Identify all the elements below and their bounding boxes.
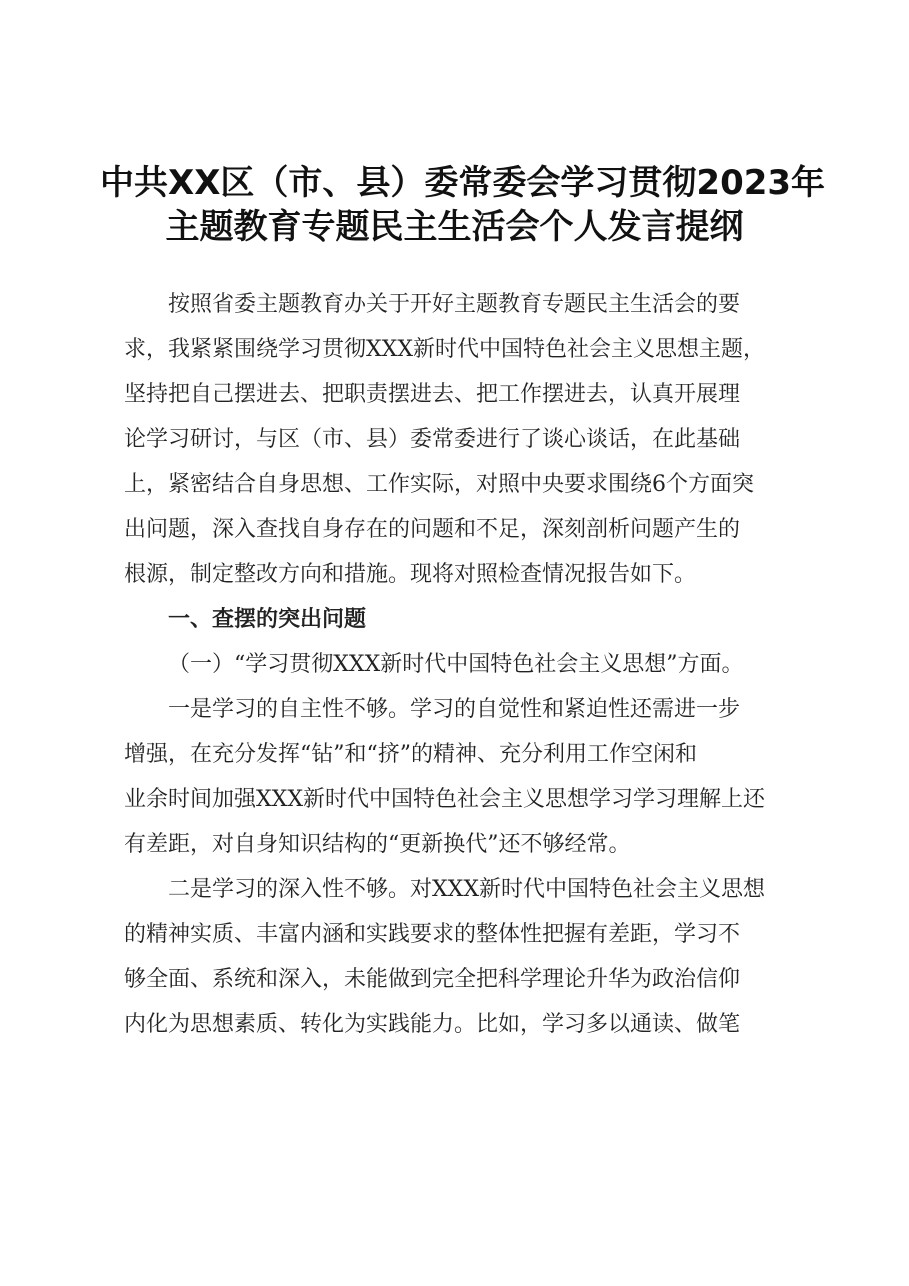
paragraph-intro bbox=[124, 282, 824, 597]
paragraph-line: 按照省委主题教育办关于开好主题教育专题民主生活会的要 bbox=[168, 292, 741, 317]
document-title bbox=[100, 161, 826, 249]
paragraph-point-one bbox=[124, 687, 824, 867]
paragraph-line: 求，我紧紧围绕学习贯彻XXX新时代中国特色社会主义思想主题， bbox=[124, 337, 765, 362]
section-heading: 一、查摆的突出问题 bbox=[168, 607, 367, 632]
paragraph-line: 有差距，对自身知识结构的“更新换代”还不够经常。 bbox=[124, 832, 631, 857]
paragraph-line: 出问题，深入查找自身存在的问题和不足，深刻剖析问题产生的 bbox=[124, 517, 741, 542]
paragraph-line: 一是学习的自主性不够。学习的自觉性和紧迫性还需进一步 bbox=[168, 697, 741, 722]
paragraph-subheading bbox=[124, 642, 824, 687]
paragraph-line: 够全面、系统和深入，未能做到完全把科学理论升华为政治信仰 bbox=[124, 967, 741, 992]
paragraph-line: 根源，制定整改方向和措施。现将对照检查情况报告如下。 bbox=[124, 562, 697, 587]
paragraph-line: 内化为思想素质、转化为实践能力。比如，学习多以通读、做笔 bbox=[124, 1012, 741, 1037]
paragraph-line: 业余时间加强XXX新时代中国特色社会主义思想学习学习理解上还 bbox=[124, 787, 765, 812]
title-line-1: 中共XX区（市、县）委常委会学习贯彻2023年 bbox=[100, 163, 826, 203]
paragraph-line: 论学习研讨，与区（市、县）委常委进行了谈心谈话，在此基础 bbox=[124, 427, 741, 452]
paragraph-line: 增强，在充分发挥“钻”和“挤”的精神、充分利用工作空闲和 bbox=[124, 742, 697, 767]
document-body bbox=[124, 282, 824, 1047]
paragraph-line: 的精神实质、丰富内涵和实践要求的整体性把握有差距，学习不 bbox=[124, 922, 741, 947]
paragraph-line: 坚持把自己摆进去、把职责摆进去、把工作摆进去，认真开展理 bbox=[124, 382, 741, 407]
paragraph-line: （一）“学习贯彻XXX新时代中国特色社会主义思想”方面。 bbox=[168, 652, 744, 677]
title-line-2: 主题教育专题民主生活会个人发言提纲 bbox=[165, 207, 744, 247]
paragraph-line: 二是学习的深入性不够。对XXX新时代中国特色社会主义思想 bbox=[168, 877, 765, 902]
paragraph-line: 上，紧密结合自身思想、工作实际，对照中央要求围绕6个方面突 bbox=[124, 472, 754, 497]
paragraph-point-two bbox=[124, 867, 824, 1047]
